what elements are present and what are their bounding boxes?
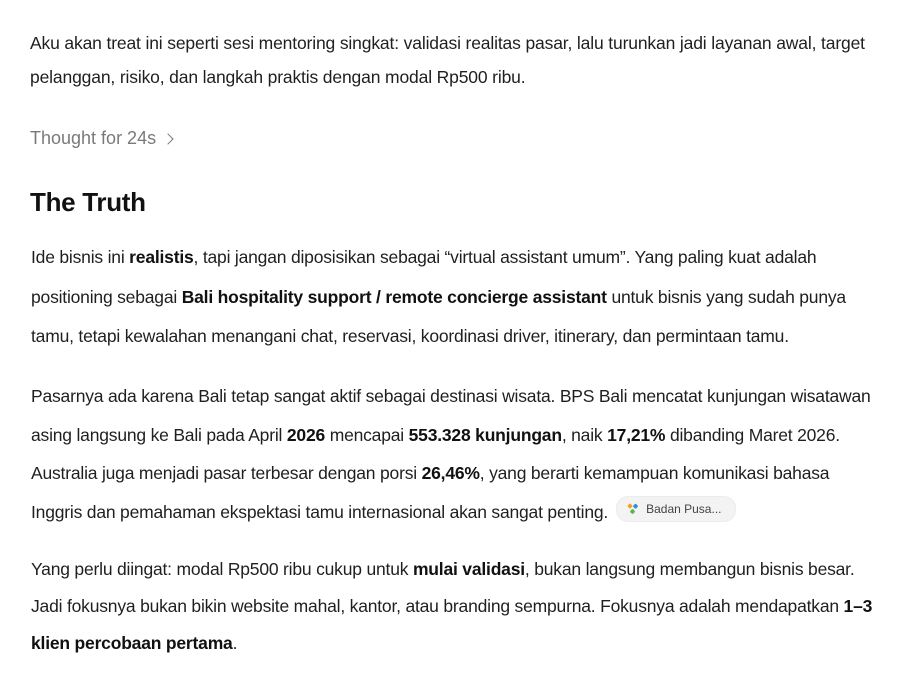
text-run: , bukan langsung membangun bisnis besar. Jadi fokusnya bukan bikin website mahal, kantor, atau branding sempurna. Fokusnya adalah mendapatkan: [31, 559, 855, 616]
thought-label: Thought for 24s: [30, 128, 157, 148]
text-run: .: [232, 633, 238, 653]
bold-year: 2026: [286, 424, 326, 445]
bps-logo-icon: [627, 503, 639, 515]
bold-realistis: realistis: [129, 247, 194, 267]
chevron-right-icon: [162, 133, 173, 144]
text-run: , tapi jangan diposisikan sebagai “virtual assistant umum”. Yang paling kuat adalah positioning sebagai: [31, 247, 817, 307]
text-run: untuk bisnis yang sudah punya tamu, tetapi kewalahan menangani chat, reservasi, koordinasi driver, itinerary, dan permintaan tamu.: [31, 286, 846, 346]
bold-growth: 17,21%: [607, 424, 666, 445]
text-run: Yang perlu diingat: modal Rp500 ribu cukup untuk: [31, 559, 413, 579]
section-heading: The Truth: [30, 187, 146, 217]
text-run: , naik: [561, 424, 608, 445]
bold-positioning: Bali hospitality support / remote concierge assistant: [181, 286, 607, 307]
text-run: Pasarnya ada karena Bali tetap sangat aktif sebagai destinasi wisata. BPS Bali mencatat kunjungan wisatawan asing langsung ke Bali pada April: [31, 386, 871, 445]
bold-visits: 553.328 kunjungan: [408, 424, 562, 445]
paragraph-3: [31, 551, 881, 662]
text-run: , yang berarti kemampuan komunikasi bahasa Inggris dan pemahaman ekspektasi tamu internasional akan sangat penting.: [31, 463, 830, 522]
text-run: Ide bisnis ini: [31, 247, 130, 267]
intro-text: Aku akan treat ini seperti sesi mentoring singkat: validasi realitas pasar, lalu turunkan jadi layanan awal, target pelanggan, risiko, dan langkah praktis dengan modal Rp500 ribu.: [30, 33, 865, 87]
bold-share: 26,46%: [421, 463, 480, 483]
thought-toggle[interactable]: [30, 123, 172, 153]
bold-validation: mulai validasi: [412, 559, 525, 579]
paragraph-1: [31, 238, 881, 357]
source-citation-chip[interactable]: [616, 496, 736, 522]
source-chip-label: Badan Pusa...: [646, 501, 722, 516]
text-run: mencapai: [325, 424, 409, 445]
paragraph-2: [31, 377, 881, 531]
bold-first-clients: 1–3 klien percobaan pertama: [31, 596, 873, 653]
text-run: dibanding Maret 2026. Australia juga menjadi pasar terbesar dengan porsi: [31, 424, 840, 483]
